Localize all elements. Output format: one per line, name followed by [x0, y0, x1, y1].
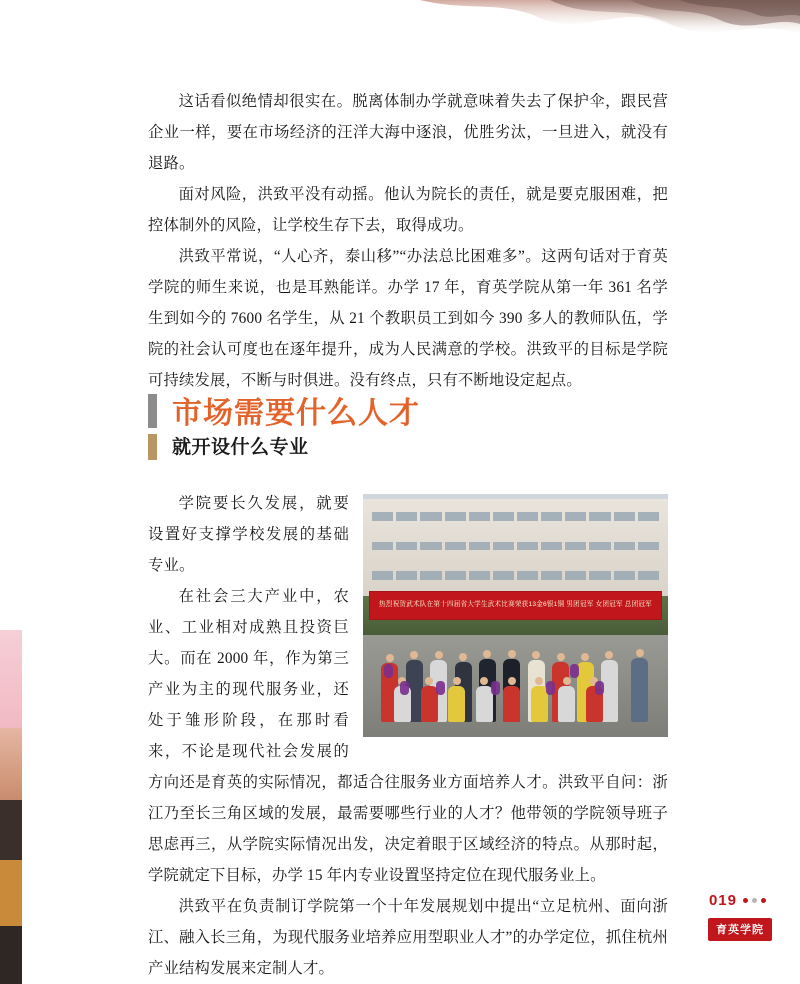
paragraph: 面对风险，洪致平没有动摇。他认为院长的责任，就是要克服困难，把控体制外的风险，让学校生存下去，取得成功。 [148, 186, 668, 234]
photo-window-row [372, 542, 659, 551]
folio-dots [743, 898, 766, 903]
photo-banner-text: 热烈祝贺武术队在第十四届省大学生武术比赛荣获13金6银1铜 男团冠军 女团冠军 总团冠军 [369, 591, 662, 620]
photo-building [363, 499, 668, 598]
paragraph: 洪致平常说，“人心齐，泰山移”“办法总比困难多”。这两句话对于育英学院的师生来说，也是耳熟能详。办学 17 年，育英学院从第一年 361 名学生到如今的 7600 名学生，从 21 个教职员工到如今 390 多人的教师队伍，学院的社会认可度也在逐年提升，成为人民满意的学校。洪致平的目标是学院可持续发展，不断与时俱进。没有终点，只有不断地设定起点。 [148, 248, 668, 389]
heading-accent-bar-gold [148, 434, 157, 460]
photo-people [363, 616, 668, 723]
photo-window-row [372, 512, 659, 521]
upper-body-column [148, 86, 668, 396]
heading-accent-bar-grey [148, 394, 157, 428]
page-folio [709, 892, 766, 909]
photo-window-row [372, 571, 659, 580]
ink-wash-decoration [380, 0, 800, 92]
lower-body-column [148, 488, 668, 984]
group-photo [363, 494, 668, 737]
section-heading [148, 392, 668, 478]
paragraph: 洪致平在负责制订学院第一个十年发展规划中提出“立足杭州、面向浙江、融入长三角，为现代服务业培养应用型职业人才”的办学定位，抓住杭州产业结构发展来定制人才。 [148, 898, 668, 977]
section-title-main: 市场需要什么人才 [172, 397, 420, 430]
paragraph: 这话看似绝情却很实在。脱离体制办学就意味着失去了保护伞，跟民营企业一样，要在市场经济的汪洋大海中逐浪，优胜劣汰，一旦进入，就没有退路。 [148, 93, 668, 172]
paragraph: 在社会三大产业中，农业、工业相对成熟且投资巨大。而在 2000 年，作为第三产业为主的现代服务业，还处于雏形阶段，在那时看来，不论是现代社会发展的方向还是育英的实际情况，都适合往服务业方面培养人才。洪致平自问：浙江乃至长三角区域的发展，最需要哪些行业的人才？他带领的学院领导班子思虑再三，从学院实际情况出发，决定着眼于区域经济的特点。从那时起，学院就定下目标，办学 15 年内专业设置坚持定位在现代服务业上。 [148, 588, 668, 884]
section-title-sub: 就开设什么专业 [172, 437, 309, 458]
page-number: 019 [708, 892, 737, 909]
page-bleed-strip [0, 630, 22, 984]
footer-logo: 育英学院 [708, 918, 772, 941]
paragraph: 学院要长久发展，就要设置好支撑学校发展的基础专业。 [148, 495, 349, 574]
